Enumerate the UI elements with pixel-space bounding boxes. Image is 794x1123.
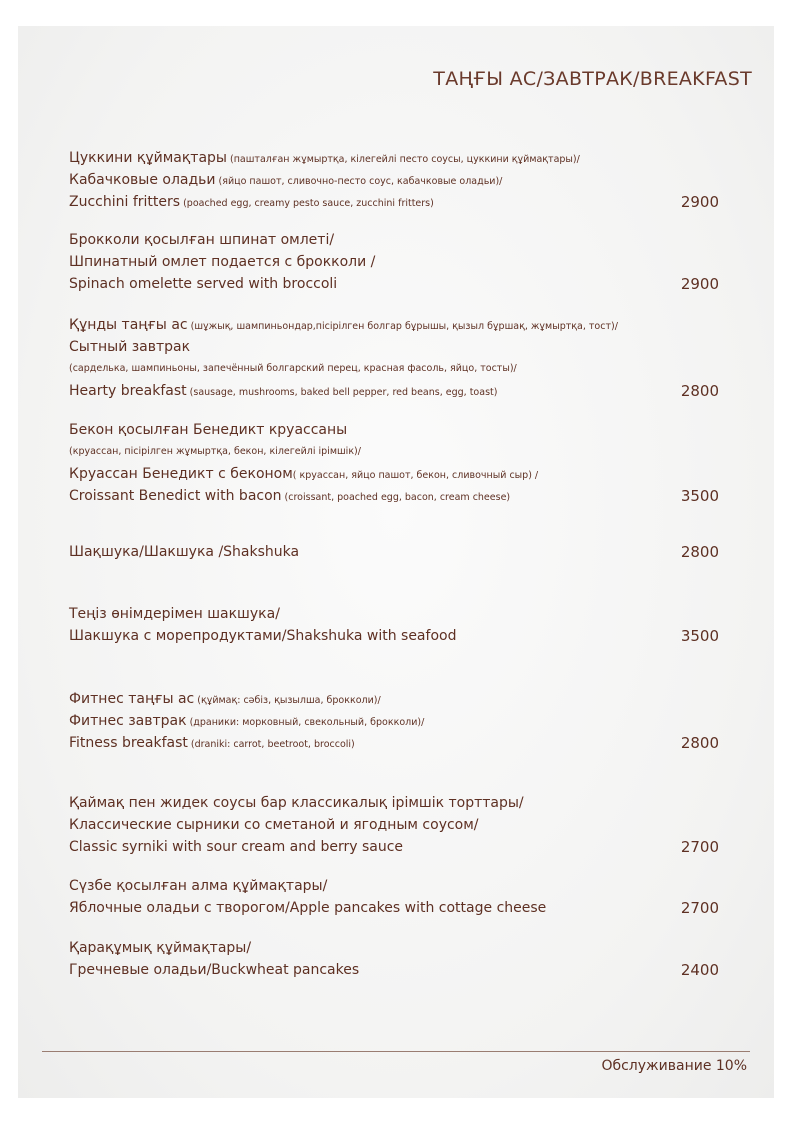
page-title: ТАҢҒЫ АС/ЗАВТРАК/BREAKFAST [433, 68, 752, 90]
dish-name: Фитнес таңғы ас [69, 691, 195, 707]
menu-item-line [69, 147, 719, 169]
menu-item-line [69, 273, 719, 295]
menu-item-line [69, 603, 719, 625]
dish-ingredients: (croissant, poached egg, bacon, cream cheese) [281, 492, 511, 503]
dish-name: Цуккини құймақтары [69, 150, 227, 166]
menu-item-line [69, 191, 719, 213]
menu-item [69, 229, 719, 295]
menu-item-line [69, 441, 719, 463]
dish-name: Қаймақ пен жидек соусы бар классикалық ірімшік торттары/ [69, 795, 524, 811]
menu-item-line [69, 814, 719, 836]
dish-name: Spinach omelette served with broccoli [69, 276, 338, 292]
menu-item-line [69, 875, 719, 897]
dish-name: Сүзбе қосылған алма құймақтары/ [69, 878, 328, 894]
dish-price: 2900 [680, 275, 719, 293]
dish-price: 3500 [680, 487, 719, 505]
dish-name: Қарақұмық құймақтары/ [69, 940, 252, 956]
dish-ingredients: (яйцо пашот, сливочно-песто соус, кабачковые оладьи)/ [215, 176, 503, 187]
dish-name: Шақшука/Шакшука /Shakshuka [69, 544, 300, 560]
dish-ingredients: (сарделька, шампиньоны, запечённый болгарский перец, красная фасоль, яйцо, тосты)/ [69, 363, 517, 374]
dish-name: Брокколи қосылған шпинат омлеті/ [69, 232, 335, 248]
dish-price: 3500 [680, 627, 719, 645]
menu-item-line [69, 336, 719, 358]
menu-item-line [69, 463, 719, 485]
dish-name: Fitness breakfast [69, 735, 188, 751]
dish-ingredients: (sausage, mushrooms, baked bell pepper, red beans, egg, toast) [186, 387, 498, 398]
dish-name: Құнды таңғы ас [69, 317, 188, 333]
dish-ingredients: (драники: морковный, свекольный, брокколи)/ [186, 717, 425, 728]
menu-item-line [69, 897, 719, 919]
dish-name: Сытный завтрак [69, 339, 191, 355]
dish-name: Яблочные оладьи с творогом/Apple pancakes with cottage cheese [69, 900, 547, 916]
dish-name: Гречневые оладьи/Buckwheat pancakes [69, 962, 360, 978]
dish-name: Hearty breakfast [69, 383, 187, 399]
service-charge-note: Обслуживание 10% [601, 1058, 747, 1074]
dish-name: Шакшука с морепродуктами/Shakshuka with seafood [69, 628, 457, 644]
dish-price: 2800 [680, 734, 719, 752]
menu-item-line [69, 251, 719, 273]
menu-item-line [69, 937, 719, 959]
menu-item-line [69, 419, 719, 441]
dish-name: Теңіз өнімдерімен шакшука/ [69, 606, 280, 622]
dish-ingredients: (шұжық, шампиньондар,пісірілген болгар бұрышы, қызыл бұршақ, жұмыртқа, тост)/ [187, 321, 618, 332]
menu-item-line [69, 836, 719, 858]
dish-ingredients: (пашталған жұмыртқа, кілегейлі песто соусы, цуккини құймақтары)/ [226, 154, 580, 165]
menu-item-line [69, 485, 719, 507]
menu-item [69, 419, 719, 507]
menu-item-line [69, 792, 719, 814]
dish-price: 2900 [680, 193, 719, 211]
footer-divider [42, 1051, 750, 1052]
dish-name: Шпинатный омлет подается с брокколи / [69, 254, 376, 270]
dish-name: Кабачковые оладьи [69, 172, 216, 188]
menu-item [69, 147, 719, 213]
dish-price: 2700 [680, 899, 719, 917]
dish-price: 2700 [680, 838, 719, 856]
dish-price: 2800 [680, 543, 719, 561]
menu-item [69, 688, 719, 754]
menu-item [69, 875, 719, 919]
menu-item [69, 937, 719, 981]
menu-item [69, 314, 719, 402]
menu-item [69, 541, 719, 563]
dish-price: 2800 [680, 382, 719, 400]
dish-name: Бекон қосылған Бенедикт круассаны [69, 422, 348, 438]
menu-item-line [69, 710, 719, 732]
menu-item-line [69, 358, 719, 380]
menu-item-line [69, 380, 719, 402]
dish-name: Фитнес завтрак [69, 713, 187, 729]
menu-item-line [69, 169, 719, 191]
dish-ingredients: ( круассан, яйцо пашот, бекон, сливочный сыр) / [292, 470, 539, 481]
menu-item-line [69, 625, 719, 647]
menu-item [69, 792, 719, 858]
dish-ingredients: (draniki: carrot, beetroot, broccoli) [187, 739, 355, 750]
menu-item-line [69, 688, 719, 710]
dish-name: Zucchini fritters [69, 194, 181, 210]
menu-item-line [69, 541, 719, 563]
dish-ingredients: (poached egg, creamy pesto sauce, zucchini fritters) [180, 198, 434, 209]
menu-item-line [69, 732, 719, 754]
dish-name: Круассан Бенедикт с беконом [69, 466, 293, 482]
menu-item-line [69, 314, 719, 336]
dish-name: Croissant Benedict with bacon [69, 488, 282, 504]
dish-price: 2400 [680, 961, 719, 979]
dish-name: Classic syrniki with sour cream and berry sauce [69, 839, 404, 855]
dish-ingredients: (круассан, пісірілген жұмыртқа, бекон, кілегейлі ірімшік)/ [69, 446, 361, 457]
menu-item-line [69, 229, 719, 251]
menu-item [69, 603, 719, 647]
dish-ingredients: (құймақ: сәбіз, қызылша, брокколи)/ [194, 695, 381, 706]
dish-name: Классические сырники со сметаной и ягодным соусом/ [69, 817, 479, 833]
menu-item-line [69, 959, 719, 981]
